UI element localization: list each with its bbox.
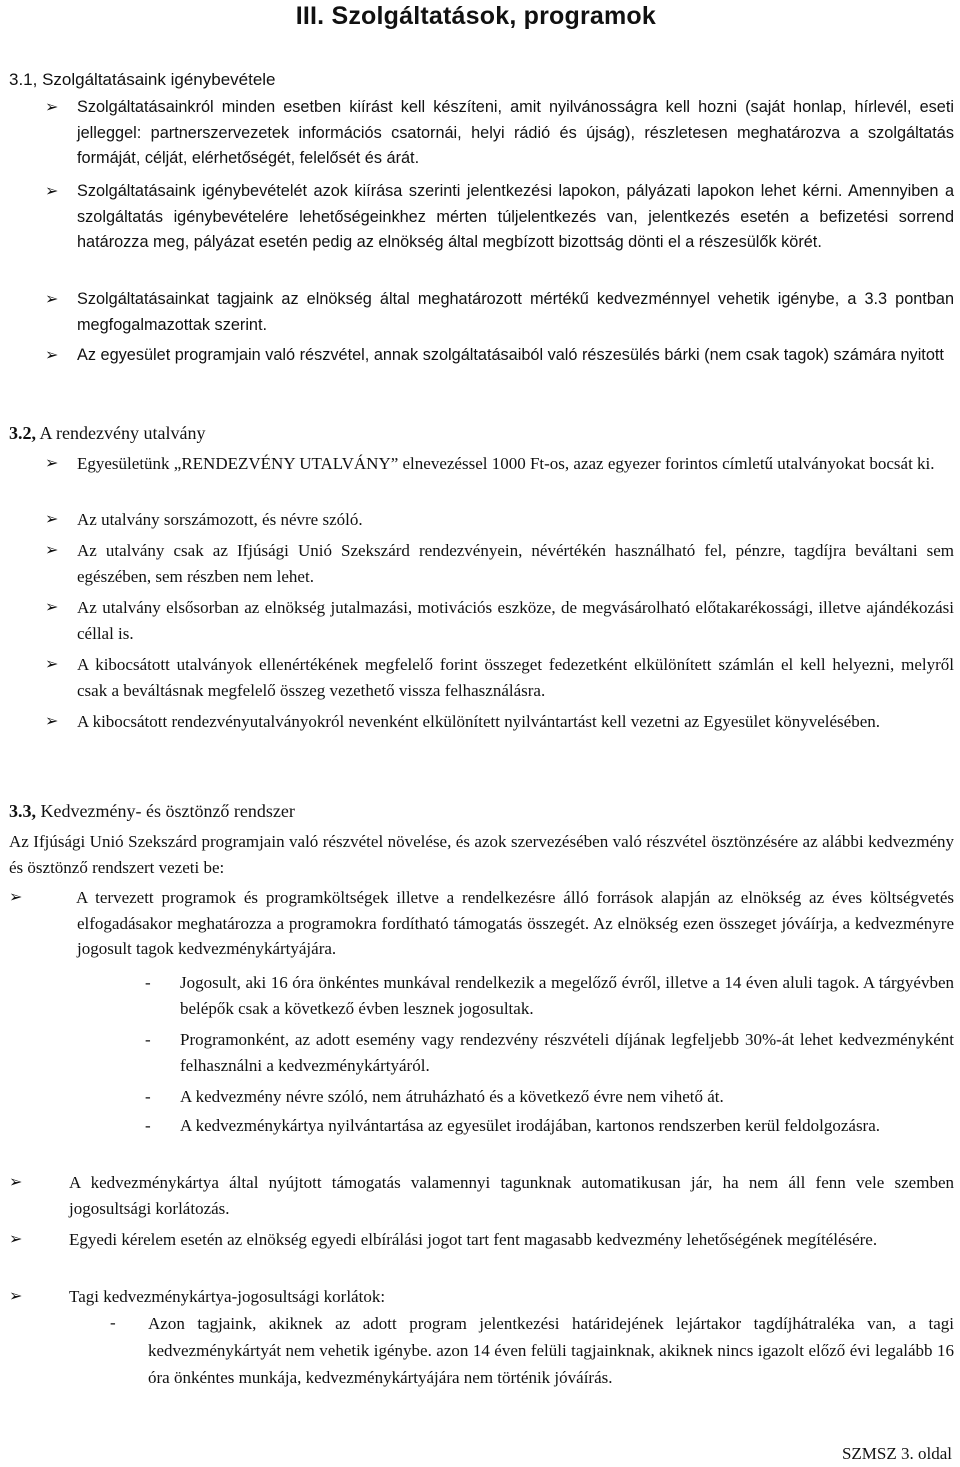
bullet-arrow-icon: ➢ xyxy=(9,889,23,906)
bullet-arrow-icon: ➢ xyxy=(45,347,59,364)
sub-list-item: - A kedvezmény névre szóló, nem átruházható és a következő évre nem vihető át. xyxy=(145,1084,954,1110)
list-item: ➢ Szolgáltatásainkról minden esetben kiírást kell készíteni, amit nyilvánosságra kell hozni (saját honlap, hírlevél, eseti jelleggel: partnerszervezetek információs csatornái, helyi rádió és újság), részletesen meghatározva a szolgáltatás formáját, célját, elérhetőségét, felelősét és árát. xyxy=(45,95,954,172)
bullet-arrow-icon: ➢ xyxy=(9,1288,23,1305)
sub-list-item: - Programonként, az adott esemény vagy rendezvény részvételi díjának legfeljebb 30%-át lehet kedvezményként felhasználni a kedvezménykártyáról. xyxy=(145,1027,954,1078)
list-item: ➢ Az utalvány sorszámozott, és névre szóló. xyxy=(45,507,954,533)
list-item: ➢ A kibocsátott utalványok ellenértékének megfelelő forint összeget fedezetként elkülönített számlán el kell helyezni, melyről csak a beváltásnak megfelelő összeg vezethető vissza felhasználásra. xyxy=(45,652,954,703)
dash-marker: - xyxy=(145,1030,151,1049)
sub-list-item: - Azon tagjaink, akiknek az adott program jelentkezési határidejének lejártakor tagdíjhátraléka van, a tagi kedvezménykártyát nem vehetik igénybe. azon 14 éven felüli tagjainknak, akiknek nincs igazolt előző évi legalább 16 óra önkéntes munkája, kedvezménykártyájára nem történik jóváírás. xyxy=(110,1310,954,1391)
list-item: ➢ A kedvezménykártya által nyújtott támogatás valamennyi tagunknak automatikusan jár, ha nem áll fenn vele szemben jogosultsági korlátozás. xyxy=(9,1170,954,1221)
bullet-arrow-icon: ➢ xyxy=(9,1174,23,1191)
bullet-arrow-icon: ➢ xyxy=(45,542,59,559)
section-3-2-heading xyxy=(9,421,205,447)
chapter-title: III. Szolgáltatások, programok xyxy=(295,2,656,30)
list-item: ➢ Az utalvány elsősorban az elnökség jutalmazási, motivációs eszköze, de megvásárolható előtakarékossági, illetve ajándékozási céllal is. xyxy=(45,595,954,646)
bullet-arrow-icon: ➢ xyxy=(45,599,59,616)
section-number: 3.2, xyxy=(9,423,36,443)
list-item: ➢ Egyesületünk „RENDEZVÉNY UTALVÁNY” elnevezéssel 1000 Ft-os, azaz egyezer forintos címletű utalványokat bocsát ki. xyxy=(45,451,954,477)
bullet-arrow-icon: ➢ xyxy=(9,1231,23,1248)
list-item: ➢ Egyedi kérelem esetén az elnökség egyedi elbírálási jogot tart fent magasabb kedvezmény lehetőségének megítélésére. xyxy=(9,1227,954,1253)
bullet-arrow-icon: ➢ xyxy=(45,455,59,472)
list-item: ➢ A kibocsátott rendezvényutalványokról nevenként elkülönített nyilvántartást kell vezetni az Egyesület könyvelésében. xyxy=(45,709,954,735)
bullet-arrow-icon: ➢ xyxy=(45,99,59,116)
bullet-arrow-icon: ➢ xyxy=(45,511,59,528)
sub-list-item: - A kedvezménykártya nyilvántartása az egyesület irodájában, kartonos rendszerben kerül feldolgozásra. xyxy=(145,1113,954,1139)
list-item: ➢ Szolgáltatásaink igénybevételét azok kiírása szerinti jelentkezési lapokon, pályázati lapokon lehet kérni. Amennyiben a szolgáltatás igénybevételére lehetőségeinkhez mérten túljelentkezés van, jelentkezés esetén a befizetési sorrend határozza meg, pályázat esetén pedig az elnökség által megbízott bizottság dönti el a részesülők körét. xyxy=(45,179,954,256)
bullet-arrow-icon: ➢ xyxy=(45,656,59,673)
intro-paragraph: Az Ifjúsági Unió Szekszárd programjain való részvétel növelése, és azok szervezésében való részvétel ösztönzésére az alábbi kedvezmény és ösztönző rendszert vezeti be: xyxy=(9,832,954,877)
list-item: ➢ Tagi kedvezménykártya-jogosultsági korlátok: xyxy=(9,1284,954,1310)
list-item: ➢ Szolgáltatásainkat tagjaink az elnökség által meghatározott mértékű kedvezménnyel vehetik igénybe, a 3.3 pontban megfogalmazottak szerint. xyxy=(45,287,954,338)
section-3-1-heading: 3.1, Szolgáltatásaink igénybevétele xyxy=(9,70,276,89)
sub-list-item: - Jogosult, aki 16 óra önkéntes munkával rendelkezik a megelőző évről, illetve a 14 éven aluli tagok. A tárgyévben belépők csak a következő évben lesznek jogosultak. xyxy=(145,970,954,1021)
section-number: 3.3, xyxy=(9,801,36,821)
list-item: ➢ A tervezett programok és programköltségek illetve a rendelkezésre álló források alapján az elnökség az éves költségvetés elfogadásakor meghatározza a programokra fordítható támogatás összegét. Az elnökség ezen összeget jóváírja, a kedvezményre jogosult tagok kedvezménykártyájára. xyxy=(9,885,954,962)
section-title: A rendezvény utalvány xyxy=(39,423,206,443)
bullet-arrow-icon: ➢ xyxy=(45,183,59,200)
section-3-3-heading xyxy=(9,799,295,825)
page-footer: SZMSZ 3. oldal xyxy=(841,1444,952,1463)
bullet-arrow-icon: ➢ xyxy=(45,713,59,730)
bullet-arrow-icon: ➢ xyxy=(45,291,59,308)
dash-marker: - xyxy=(110,1313,116,1332)
dash-marker: - xyxy=(145,1116,151,1135)
section-title: Kedvezmény- és ösztönző rendszer xyxy=(40,801,295,821)
dash-marker: - xyxy=(145,973,151,992)
dash-marker: - xyxy=(145,1087,151,1106)
list-item: ➢ Az utalvány csak az Ifjúsági Unió Szekszárd rendezvényein, névértékén használható fel, pénzre, tagdíjra beváltani sem egészében, sem részben nem lehet. xyxy=(45,538,954,589)
list-item: ➢ Az egyesület programjain való részvétel, annak szolgáltatásaiból való részesülés bárki (nem csak tagok) számára nyitott xyxy=(45,343,954,369)
